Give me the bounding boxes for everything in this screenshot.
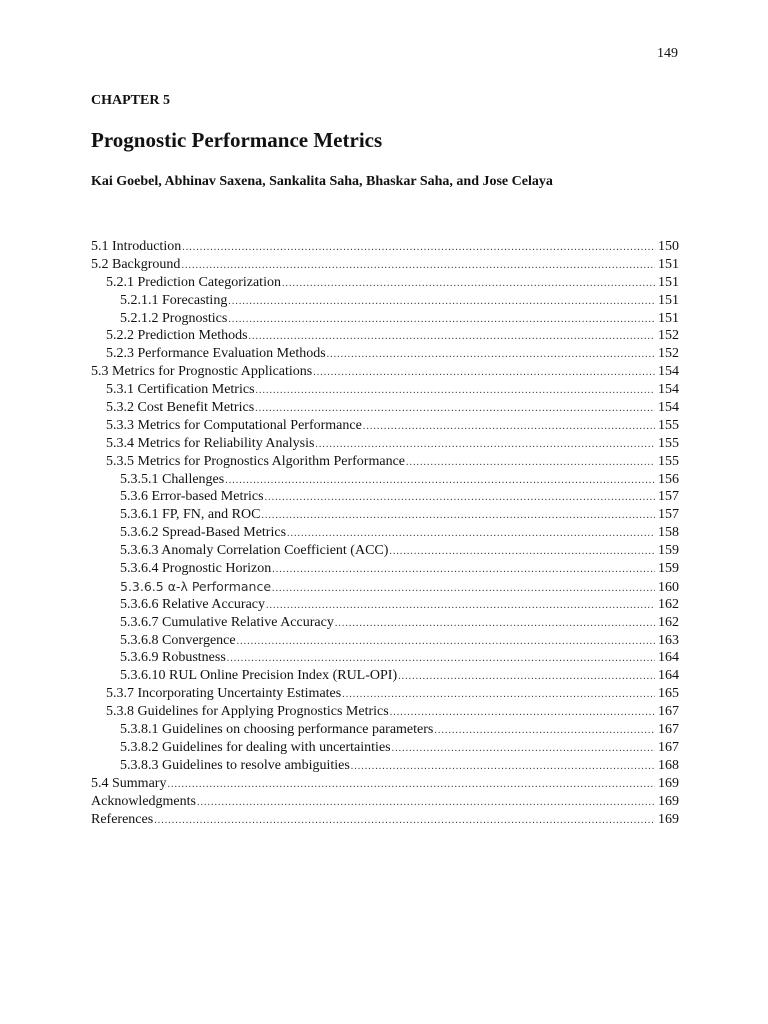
toc-entry[interactable] <box>91 560 679 578</box>
toc-entry[interactable] <box>91 417 679 435</box>
toc-entry-page: 151 <box>658 310 679 326</box>
toc-leader-dots <box>261 507 655 525</box>
toc-entry[interactable] <box>91 542 679 560</box>
toc-entry-page: 154 <box>658 364 679 380</box>
toc-entry[interactable] <box>91 363 679 381</box>
toc-entry-title: 5.2.3 Performance Evaluation Methods <box>106 346 326 362</box>
table-of-contents <box>91 238 679 828</box>
toc-entry-title: 5.2 Background <box>91 256 181 272</box>
toc-leader-dots <box>181 257 655 275</box>
toc-entry-title: 5.3.6.5 α-λ Performance <box>120 578 272 594</box>
toc-leader-dots <box>335 615 655 633</box>
chapter-title: Prognostic Performance Metrics <box>91 128 383 152</box>
toc-entry[interactable] <box>91 292 679 310</box>
toc-entry[interactable] <box>91 757 679 775</box>
toc-entry-title: Acknowledgments <box>91 793 196 809</box>
toc-leader-dots <box>406 454 655 472</box>
toc-entry-title: 5.3.6.10 RUL Online Precision Index (RUL-OPI) <box>120 668 398 684</box>
toc-entry[interactable] <box>91 453 679 471</box>
toc-entry[interactable] <box>91 471 679 489</box>
toc-entry-page: 164 <box>658 668 679 684</box>
toc-entry[interactable] <box>91 435 679 453</box>
toc-leader-dots <box>313 364 655 382</box>
toc-entry[interactable] <box>91 632 679 650</box>
toc-leader-dots <box>237 633 655 651</box>
toc-entry[interactable] <box>91 793 679 811</box>
toc-entry[interactable] <box>91 685 679 703</box>
toc-entry[interactable] <box>91 345 679 363</box>
toc-entry[interactable] <box>91 506 679 524</box>
toc-entry-title: 5.3.1 Certification Metrics <box>106 382 255 398</box>
toc-entry-page: 159 <box>658 543 679 559</box>
toc-entry[interactable] <box>91 327 679 345</box>
toc-entry[interactable] <box>91 524 679 542</box>
toc-entry[interactable] <box>91 488 679 506</box>
toc-entry-title: 5.3.6.1 FP, FN, and ROC <box>120 507 261 523</box>
toc-entry-page: 152 <box>658 328 679 344</box>
toc-leader-dots <box>398 668 655 686</box>
toc-entry[interactable] <box>91 310 679 328</box>
toc-entry-title: 5.3.6.4 Prognostic Horizon <box>120 561 272 577</box>
toc-entry-title: 5.3.8.1 Guidelines on choosing performance parameters <box>120 722 434 738</box>
toc-leader-dots <box>363 418 655 436</box>
toc-leader-dots <box>272 580 655 598</box>
toc-entry[interactable] <box>91 739 679 757</box>
toc-leader-dots <box>266 597 655 615</box>
toc-entry-page: 155 <box>658 435 679 451</box>
toc-entry-page: 158 <box>658 525 679 541</box>
toc-entry-page: 169 <box>658 811 679 827</box>
toc-entry-title: 5.3.3 Metrics for Computational Performance <box>106 417 362 433</box>
toc-entry-page: 164 <box>658 650 679 666</box>
toc-entry-page: 165 <box>658 686 679 702</box>
toc-leader-dots <box>228 293 655 311</box>
toc-entry-title: 5.1 Introduction <box>91 239 182 254</box>
toc-entry-page: 169 <box>658 775 679 791</box>
toc-entry[interactable] <box>91 399 679 417</box>
toc-entry-page: 169 <box>658 793 679 809</box>
toc-entry[interactable] <box>91 667 679 685</box>
toc-entry-title: 5.4 Summary <box>91 775 167 791</box>
toc-entry-page: 154 <box>658 400 679 416</box>
toc-leader-dots <box>227 650 655 668</box>
toc-entry-page: 163 <box>658 632 679 648</box>
toc-entry-title: 5.3.2 Cost Benefit Metrics <box>106 400 255 416</box>
toc-entry-page: 152 <box>658 346 679 362</box>
toc-entry-title: 5.2.1.2 Prognostics <box>120 310 228 326</box>
toc-entry-page: 162 <box>658 614 679 630</box>
toc-entry-title: 5.3.6.8 Convergence <box>120 632 236 648</box>
toc-entry[interactable] <box>91 703 679 721</box>
toc-entry[interactable] <box>91 238 679 256</box>
toc-leader-dots <box>351 758 655 776</box>
toc-entry-page: 151 <box>658 256 679 272</box>
toc-entry[interactable] <box>91 596 679 614</box>
toc-leader-dots <box>197 794 655 812</box>
toc-entry-title: 5.2.1 Prediction Categorization <box>106 274 281 290</box>
toc-leader-dots <box>228 311 655 329</box>
toc-entry-page: 167 <box>658 739 679 755</box>
toc-entry-title: 5.3.6.2 Spread-Based Metrics <box>120 525 287 541</box>
toc-entry-page: 157 <box>658 507 679 523</box>
toc-entry[interactable] <box>91 721 679 739</box>
toc-entry-title: 5.3.6.9 Robustness <box>120 650 226 666</box>
toc-entry[interactable] <box>91 649 679 667</box>
toc-leader-dots <box>327 346 655 364</box>
toc-entry-title: 5.3.5.1 Challenges <box>120 471 225 487</box>
toc-entry[interactable] <box>91 381 679 399</box>
toc-leader-dots <box>315 436 655 454</box>
toc-entry-page: 167 <box>658 704 679 720</box>
toc-entry-page: 159 <box>658 561 679 577</box>
toc-entry[interactable] <box>91 775 679 793</box>
toc-entry-page: 155 <box>658 417 679 433</box>
toc-entry-title: 5.3 Metrics for Prognostic Applications <box>91 364 313 380</box>
toc-entry[interactable] <box>91 256 679 274</box>
toc-entry-page: 156 <box>658 471 679 487</box>
toc-leader-dots <box>182 239 655 257</box>
toc-entry-page: 168 <box>658 757 679 773</box>
toc-entry-title: 5.3.6 Error-based Metrics <box>120 489 264 505</box>
toc-entry-title: 5.2.2 Prediction Methods <box>106 328 248 344</box>
toc-entry-title: 5.2.1.1 Forecasting <box>120 292 228 308</box>
toc-entry-page: 160 <box>658 579 679 595</box>
toc-entry-title: 5.3.6.7 Cumulative Relative Accuracy <box>120 614 334 630</box>
toc-entry-title: 5.3.8 Guidelines for Applying Prognostics Metrics <box>106 704 389 720</box>
toc-entry[interactable] <box>91 578 679 596</box>
toc-leader-dots <box>389 543 655 561</box>
toc-entry-title: 5.3.6.6 Relative Accuracy <box>120 596 266 612</box>
toc-entry-title: 5.3.5 Metrics for Prognostics Algorithm Performance <box>106 453 406 469</box>
toc-leader-dots <box>255 400 655 418</box>
toc-entry-title: 5.3.4 Metrics for Reliability Analysis <box>106 435 315 451</box>
toc-entry-page: 155 <box>658 453 679 469</box>
toc-leader-dots <box>342 686 655 704</box>
toc-leader-dots <box>265 489 655 507</box>
toc-entry-title: 5.3.6.3 Anomaly Correlation Coefficient (ACC) <box>120 543 389 559</box>
toc-entry-page: 151 <box>658 292 679 308</box>
toc-entry-page: 167 <box>658 722 679 738</box>
toc-leader-dots <box>249 328 655 346</box>
toc-entry-page: 151 <box>658 274 679 290</box>
toc-leader-dots <box>434 722 655 740</box>
toc-leader-dots <box>392 740 655 758</box>
toc-leader-dots <box>167 776 655 794</box>
toc-entry-title: 5.3.7 Incorporating Uncertainty Estimates <box>106 686 342 702</box>
toc-leader-dots <box>256 382 655 400</box>
toc-leader-dots <box>225 472 655 490</box>
toc-leader-dots <box>272 561 655 579</box>
toc-leader-dots <box>287 525 655 543</box>
toc-entry-page: 154 <box>658 382 679 398</box>
toc-entry-title: 5.3.8.3 Guidelines to resolve ambiguities <box>120 757 350 773</box>
toc-entry[interactable] <box>91 274 679 292</box>
toc-leader-dots <box>282 275 655 293</box>
toc-entry[interactable] <box>91 614 679 632</box>
toc-entry-page: 150 <box>658 239 679 254</box>
toc-entry[interactable] <box>91 811 679 829</box>
toc-leader-dots <box>390 704 655 722</box>
chapter-authors: Kai Goebel, Abhinav Saxena, Sankalita Saha, Bhaskar Saha, and Jose Celaya <box>91 174 553 189</box>
page-number: 149 <box>657 46 678 61</box>
toc-entry-page: 157 <box>658 489 679 505</box>
chapter-label: CHAPTER 5 <box>91 93 170 108</box>
toc-entry-title: References <box>91 811 154 827</box>
toc-leader-dots <box>154 812 655 830</box>
toc-entry-title: 5.3.8.2 Guidelines for dealing with uncertainties <box>120 739 391 755</box>
toc-entry-page: 162 <box>658 596 679 612</box>
